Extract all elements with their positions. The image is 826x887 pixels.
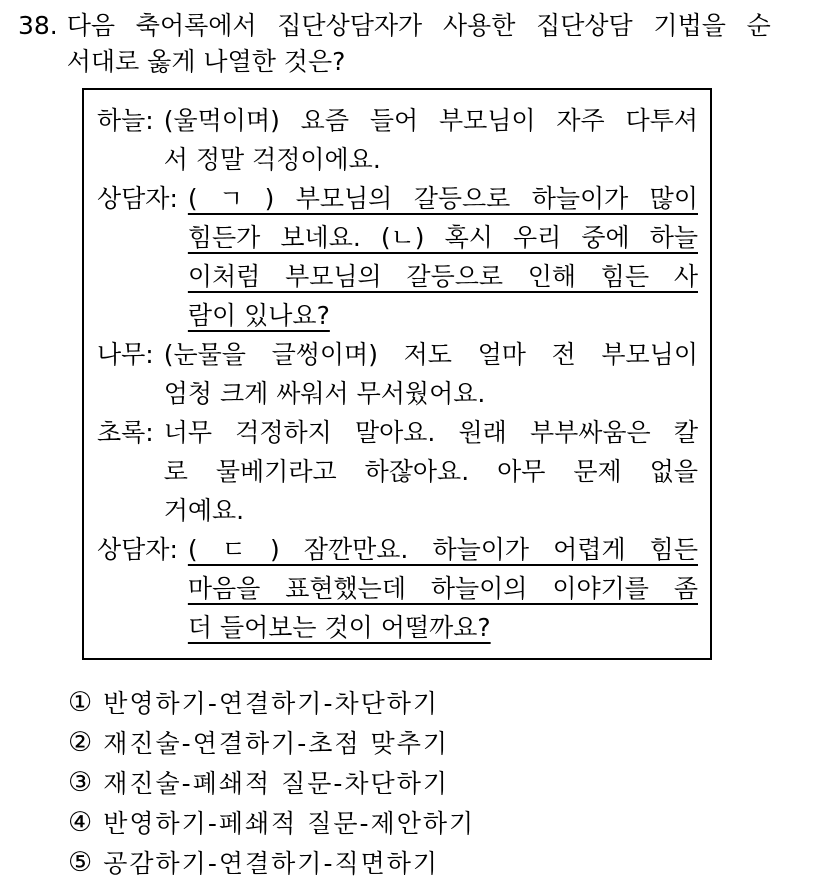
speech-line: 더 들어보는 것이 어떨까요? xyxy=(187,613,491,642)
option-marker: ④ xyxy=(68,806,93,838)
question-line: 다음 축어록에서 집단상담자가 사용한 집단상담 기법을 순 xyxy=(66,11,771,40)
speech xyxy=(164,335,698,413)
speech-line: 너무 걱정하지 말아요. 원래 부부싸움은 칼 xyxy=(163,418,698,447)
speaker-label: 나무: xyxy=(97,340,154,369)
speech xyxy=(164,413,698,530)
speaker-label: 초록: xyxy=(97,418,154,447)
speech-line: 서 정말 걱정이에요. xyxy=(163,145,381,174)
dialogue-turn-counselor-2 xyxy=(97,530,698,647)
speech-line: 람이 있나요? xyxy=(187,301,330,330)
answer-option-2[interactable] xyxy=(68,722,826,762)
exam-page xyxy=(0,8,826,882)
option-label: 반영하기-페쇄적 질문-제안하기 xyxy=(103,809,476,838)
option-marker: ⑤ xyxy=(68,846,93,878)
option-marker: ① xyxy=(68,686,93,718)
speech-line: 힘든가 보네요. (ㄴ) 혹시 우리 중에 하늘 xyxy=(187,223,698,252)
speech-underlined xyxy=(188,530,698,647)
option-label: 공감하기-연결하기-직면하기 xyxy=(103,849,440,878)
option-label: 재진술-폐쇄적 질문-차단하기 xyxy=(103,769,450,798)
dialogue-turn-namu xyxy=(97,335,698,413)
speech-line: ( ㄱ ) 부모님의 갈등으로 하늘이가 많이 xyxy=(187,184,698,213)
answer-options xyxy=(68,682,826,882)
speech-underlined xyxy=(188,179,698,335)
question-number: 38. xyxy=(18,11,58,40)
speech-line: (눈물을 글썽이며) 저도 얼마 전 부모님이 xyxy=(163,340,698,369)
speaker-label: 하늘: xyxy=(97,106,154,135)
speaker-label: 상담자: xyxy=(97,184,178,213)
dialogue-turn-chorok xyxy=(97,413,698,530)
speech-line: 로 물베기라고 하잖아요. 아무 문제 없을 xyxy=(163,457,698,486)
question-header xyxy=(18,8,826,80)
question-text xyxy=(67,8,771,80)
speech-line: 엄청 크게 싸워서 무서웠어요. xyxy=(163,379,486,408)
speech-line: 거예요. xyxy=(163,496,245,525)
answer-option-4[interactable] xyxy=(68,802,826,842)
answer-option-1[interactable] xyxy=(68,682,826,722)
option-marker: ② xyxy=(68,726,93,758)
dialogue-turn-counselor-1 xyxy=(97,179,698,335)
option-label: 재진술-연결하기-초점 맞추기 xyxy=(103,729,450,758)
answer-option-3[interactable] xyxy=(68,762,826,802)
speech-line: 이처럼 부모님의 갈등으로 인해 힘든 사 xyxy=(187,262,698,291)
speech-line: ( ㄷ ) 잠깐만요. 하늘이가 어렵게 힘든 xyxy=(187,535,698,564)
speaker-label: 상담자: xyxy=(97,535,178,564)
speech-line: 마음을 표현했는데 하늘이의 이야기를 좀 xyxy=(187,574,698,603)
option-marker: ③ xyxy=(68,766,93,798)
dialogue-turn-haneul xyxy=(97,101,698,179)
speech-line: (울먹이며) 요즘 들어 부모님이 자주 다투셔 xyxy=(163,106,698,135)
answer-option-5[interactable] xyxy=(68,842,826,882)
question-line: 서대로 옳게 나열한 것은? xyxy=(66,47,346,76)
option-label: 반영하기-연결하기-차단하기 xyxy=(103,689,440,718)
speech xyxy=(164,101,698,179)
transcript-box xyxy=(82,88,712,660)
